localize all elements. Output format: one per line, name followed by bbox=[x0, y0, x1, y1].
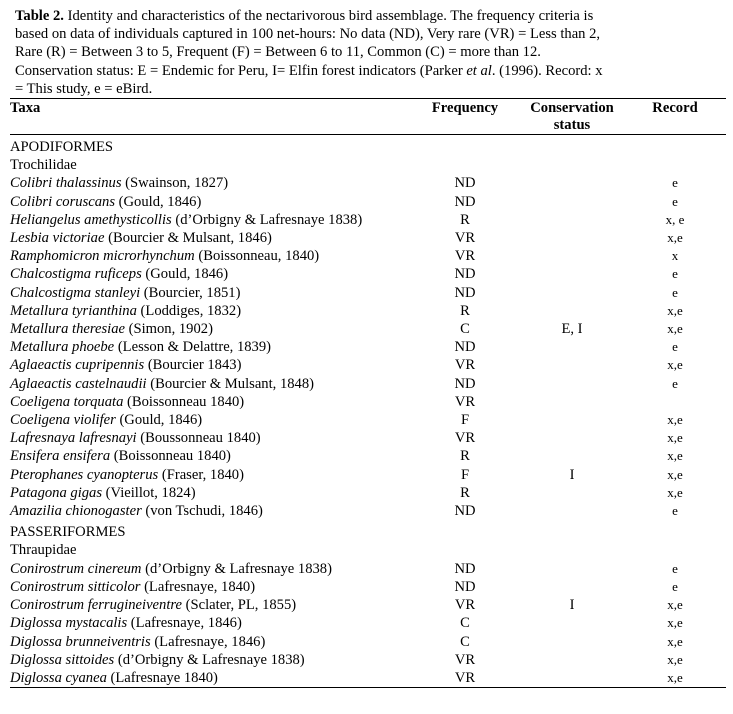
frequency-cell: ND bbox=[454, 193, 476, 210]
taxon-cell bbox=[10, 466, 410, 484]
frequency-cell: F bbox=[460, 412, 470, 429]
record-cell: e bbox=[672, 578, 678, 594]
record-cell: x,e bbox=[667, 430, 683, 446]
species-author: (Loddiges, 1832) bbox=[136, 302, 242, 319]
frequency-cell: VR bbox=[454, 393, 476, 410]
table-row bbox=[10, 193, 726, 211]
table-row bbox=[10, 211, 726, 229]
table-row bbox=[10, 429, 726, 447]
record-cell: e bbox=[672, 375, 678, 391]
caption-line: = This study, e = eBird. bbox=[15, 80, 153, 97]
taxon-cell bbox=[10, 174, 410, 192]
species-name: Colibri coruscans bbox=[10, 193, 115, 210]
species-name: Ramphomicron microrhynchum bbox=[10, 248, 195, 265]
conservation-cell bbox=[520, 229, 624, 247]
family-name: Trochilidae bbox=[10, 157, 77, 174]
frequency-cell: VR bbox=[454, 430, 476, 447]
taxon-cell bbox=[10, 669, 410, 688]
table-row bbox=[10, 320, 726, 338]
conservation-cell bbox=[520, 265, 624, 283]
taxon-cell bbox=[10, 193, 410, 211]
taxon-cell bbox=[10, 375, 410, 393]
taxon-cell bbox=[10, 265, 410, 283]
conservation-cell bbox=[520, 651, 624, 669]
taxon-cell bbox=[10, 338, 410, 356]
table-row bbox=[10, 284, 726, 302]
record-cell: e bbox=[672, 503, 678, 519]
header-taxa: Taxa bbox=[10, 99, 410, 135]
table-row bbox=[10, 578, 726, 596]
frequency-cell: ND bbox=[454, 503, 476, 520]
caption-etal: et al bbox=[466, 62, 492, 79]
caption-line bbox=[15, 7, 727, 25]
frequency-cell: VR bbox=[454, 248, 476, 265]
frequency-cell: C bbox=[460, 321, 470, 338]
taxon-cell bbox=[10, 356, 410, 374]
species-name: Coeligena torquata bbox=[10, 393, 124, 410]
conservation-cell bbox=[520, 669, 624, 688]
species-author: (Lafresnaye, 1846) bbox=[150, 633, 266, 650]
table-row bbox=[10, 502, 726, 520]
table-caption bbox=[15, 7, 727, 98]
conservation-cell bbox=[520, 247, 624, 265]
taxon-cell bbox=[10, 302, 410, 320]
species-name: Metallura tyrianthina bbox=[10, 302, 137, 319]
species-author: (von Tschudi, 1846) bbox=[141, 503, 263, 520]
table-row bbox=[10, 466, 726, 484]
record-cell: e bbox=[672, 266, 678, 282]
caption-line bbox=[15, 62, 727, 80]
conservation-cell: I bbox=[569, 466, 575, 483]
conservation-cell bbox=[520, 338, 624, 356]
record-cell: x,e bbox=[667, 615, 683, 631]
header-frequency: Frequency bbox=[410, 99, 520, 135]
caption-line: Rare (R) = Between 3 to 5, Frequent (F) = Between 6 to 11, Common (C) = more than 12. bbox=[15, 44, 541, 61]
species-name: Colibri thalassinus bbox=[10, 175, 122, 192]
table-row bbox=[10, 302, 726, 320]
species-name: Lesbia victoriae bbox=[10, 230, 105, 247]
taxon-cell bbox=[10, 633, 410, 651]
record-cell: x,e bbox=[667, 466, 683, 482]
species-name: Diglossa mystacalis bbox=[10, 615, 128, 632]
record-cell: e bbox=[672, 175, 678, 191]
taxon-cell bbox=[10, 411, 410, 429]
taxon-cell bbox=[10, 484, 410, 502]
species-name: Lafresnaya lafresnayi bbox=[10, 430, 137, 447]
frequency-cell: ND bbox=[454, 266, 476, 283]
frequency-cell: R bbox=[460, 302, 470, 319]
taxon-cell bbox=[10, 247, 410, 265]
table-figure bbox=[10, 7, 727, 688]
species-name: Diglossa brunneiventris bbox=[10, 633, 151, 650]
caption-label: Table 2. bbox=[15, 8, 64, 24]
table-header-row bbox=[10, 99, 726, 135]
frequency-cell: VR bbox=[454, 357, 476, 374]
header-conservation-line2: status bbox=[553, 116, 591, 133]
caption-line: based on data of individuals captured in 100 net-hours: No data (ND), Very rare (VR) = Less than 2, bbox=[15, 26, 601, 43]
species-author: (Simon, 1902) bbox=[124, 321, 213, 338]
species-author: (Boissonneau 1840) bbox=[123, 393, 245, 410]
conservation-cell bbox=[520, 447, 624, 465]
table-row bbox=[10, 447, 726, 465]
species-name: Conirostrum ferrugineiventre bbox=[10, 597, 183, 614]
species-author: (Bourcier 1843) bbox=[144, 357, 242, 374]
conservation-cell bbox=[520, 356, 624, 374]
conservation-cell bbox=[520, 578, 624, 596]
species-author: (Lafresnaye, 1840) bbox=[140, 578, 256, 595]
conservation-cell bbox=[520, 193, 624, 211]
taxon-cell bbox=[10, 614, 410, 632]
table-row bbox=[10, 247, 726, 265]
species-author: (Lesson & Delattre, 1839) bbox=[114, 339, 272, 356]
frequency-cell: ND bbox=[454, 284, 476, 301]
table-body bbox=[10, 135, 726, 688]
taxon-cell bbox=[10, 211, 410, 229]
record-cell: x,e bbox=[667, 633, 683, 649]
table-row bbox=[10, 484, 726, 502]
species-author: (Fraser, 1840) bbox=[158, 466, 244, 483]
frequency-cell: C bbox=[460, 615, 470, 632]
species-author: (Lafresnaye 1840) bbox=[106, 669, 218, 686]
table-row bbox=[10, 614, 726, 632]
table-row bbox=[10, 338, 726, 356]
record-cell: x,e bbox=[667, 230, 683, 246]
species-author: (d’Orbigny & Lafresnaye 1838) bbox=[114, 651, 305, 668]
frequency-cell: ND bbox=[454, 175, 476, 192]
species-name: Aglaeactis castelnaudii bbox=[10, 375, 147, 392]
species-author: (Bourcier & Mulsant, 1846) bbox=[104, 230, 272, 247]
conservation-cell bbox=[520, 614, 624, 632]
record-cell: x,e bbox=[667, 651, 683, 667]
conservation-cell: I bbox=[569, 597, 575, 614]
taxon-cell bbox=[10, 447, 410, 465]
header-conservation-status bbox=[520, 99, 624, 135]
species-name: Amazilia chionogaster bbox=[10, 503, 142, 520]
conservation-cell bbox=[520, 174, 624, 192]
species-name: Chalcostigma ruficeps bbox=[10, 266, 142, 283]
species-name: Aglaeactis cupripennis bbox=[10, 357, 145, 374]
record-cell bbox=[624, 393, 726, 411]
header-conservation-line1: Conservation bbox=[530, 100, 614, 117]
record-cell: x,e bbox=[667, 357, 683, 373]
table-row bbox=[10, 174, 726, 192]
species-author: (Bourcier, 1851) bbox=[140, 284, 241, 301]
table-row bbox=[10, 356, 726, 374]
taxon-cell bbox=[10, 502, 410, 520]
frequency-cell: ND bbox=[454, 339, 476, 356]
frequency-cell: VR bbox=[454, 230, 476, 247]
table-row bbox=[10, 393, 726, 411]
conservation-cell bbox=[520, 393, 624, 411]
frequency-cell: F bbox=[460, 466, 470, 483]
species-name: Chalcostigma stanleyi bbox=[10, 284, 141, 301]
species-name: Pterophanes cyanopterus bbox=[10, 466, 159, 483]
table-row bbox=[10, 229, 726, 247]
conservation-cell bbox=[520, 302, 624, 320]
taxon-cell bbox=[10, 651, 410, 669]
caption-text: Conservation status: E = Endemic for Peru, I= Elfin forest indicators (Parker bbox=[15, 62, 467, 79]
conservation-cell bbox=[520, 429, 624, 447]
species-name: Heliangelus amethysticollis bbox=[10, 211, 172, 228]
species-name: Diglossa sittoides bbox=[10, 651, 115, 668]
record-cell: x,e bbox=[667, 412, 683, 428]
table-row bbox=[10, 265, 726, 283]
taxon-cell bbox=[10, 284, 410, 302]
species-author: (Gould, 1846) bbox=[115, 412, 203, 429]
frequency-cell: ND bbox=[454, 375, 476, 392]
conservation-cell bbox=[520, 211, 624, 229]
frequency-cell: VR bbox=[454, 597, 476, 614]
frequency-cell: VR bbox=[410, 669, 520, 688]
species-table bbox=[10, 98, 726, 688]
species-author: (d’Orbigny & Lafresnaye 1838) bbox=[171, 211, 363, 228]
caption-text: Identity and characteristics of the nectarivorous bird assemblage. The frequency criteria is bbox=[63, 8, 594, 24]
species-author: (Vieillot, 1824) bbox=[102, 484, 196, 501]
order-row bbox=[10, 135, 726, 157]
species-author: (Gould, 1846) bbox=[141, 266, 229, 283]
frequency-cell: VR bbox=[454, 651, 476, 668]
species-author: (d’Orbigny & Lafresnaye 1838) bbox=[141, 560, 332, 577]
record-cell: x,e bbox=[667, 302, 683, 318]
caption-text: . (1996). Record: x bbox=[491, 62, 603, 79]
record-cell: x,e bbox=[667, 597, 683, 613]
order-name: PASSERIFORMES bbox=[10, 524, 126, 541]
table-row bbox=[10, 411, 726, 429]
frequency-cell: C bbox=[460, 633, 470, 650]
record-cell: x,e bbox=[624, 669, 726, 688]
taxon-cell bbox=[10, 320, 410, 338]
record-cell: x bbox=[671, 248, 679, 264]
taxon-cell bbox=[10, 596, 410, 614]
record-cell: x,e bbox=[667, 321, 683, 337]
species-author: (Bourcier & Mulsant, 1848) bbox=[146, 375, 314, 392]
frequency-cell: R bbox=[460, 484, 470, 501]
species-name: Ensifera ensifera bbox=[10, 448, 111, 465]
family-row bbox=[10, 156, 726, 174]
taxon-cell bbox=[10, 393, 410, 411]
family-row bbox=[10, 541, 726, 559]
species-author: (Gould, 1846) bbox=[115, 193, 202, 210]
conservation-cell bbox=[520, 502, 624, 520]
taxon-cell bbox=[10, 560, 410, 578]
species-name: Patagona gigas bbox=[10, 484, 103, 501]
table-row bbox=[10, 596, 726, 614]
header-record: Record bbox=[624, 99, 726, 135]
species-name: Metallura theresiae bbox=[10, 321, 125, 338]
record-cell: e bbox=[672, 284, 678, 300]
taxon-cell bbox=[10, 578, 410, 596]
species-name: Metallura phoebe bbox=[10, 339, 115, 356]
frequency-cell: R bbox=[460, 211, 470, 228]
conservation-cell bbox=[520, 284, 624, 302]
species-author: (Swainson, 1827) bbox=[121, 175, 229, 192]
table-row bbox=[10, 560, 726, 578]
taxon-cell bbox=[10, 229, 410, 247]
record-cell: x,e bbox=[667, 448, 683, 464]
record-cell: e bbox=[672, 560, 678, 576]
species-author: (Boussonneau 1840) bbox=[136, 430, 261, 447]
frequency-cell: ND bbox=[454, 560, 476, 577]
order-row bbox=[10, 520, 726, 541]
record-cell: x, e bbox=[665, 211, 685, 227]
species-name: Diglossa cyanea bbox=[10, 669, 107, 686]
taxon-cell bbox=[10, 429, 410, 447]
conservation-cell: E, I bbox=[561, 321, 583, 338]
table-row bbox=[10, 375, 726, 393]
table-row bbox=[10, 669, 726, 688]
conservation-cell bbox=[520, 484, 624, 502]
species-author: (Boissonneau, 1840) bbox=[194, 248, 320, 265]
frequency-cell: ND bbox=[454, 578, 476, 595]
conservation-cell bbox=[520, 375, 624, 393]
table-row bbox=[10, 651, 726, 669]
species-name: Conirostrum sitticolor bbox=[10, 578, 141, 595]
species-author: (Lafresnaye, 1846) bbox=[127, 615, 242, 632]
record-cell: e bbox=[672, 339, 678, 355]
conservation-cell bbox=[520, 633, 624, 651]
frequency-cell: R bbox=[460, 448, 470, 465]
species-name: Conirostrum cinereum bbox=[10, 560, 142, 577]
conservation-cell bbox=[520, 560, 624, 578]
species-author: (Boissonneau 1840) bbox=[110, 448, 231, 465]
order-name: APODIFORMES bbox=[10, 139, 113, 156]
conservation-cell bbox=[520, 411, 624, 429]
species-author: (Sclater, PL, 1855) bbox=[182, 597, 297, 614]
table-row bbox=[10, 633, 726, 651]
record-cell: x,e bbox=[667, 484, 683, 500]
record-cell: e bbox=[672, 193, 678, 209]
family-name: Thraupidae bbox=[10, 542, 77, 559]
species-name: Coeligena violifer bbox=[10, 412, 116, 429]
